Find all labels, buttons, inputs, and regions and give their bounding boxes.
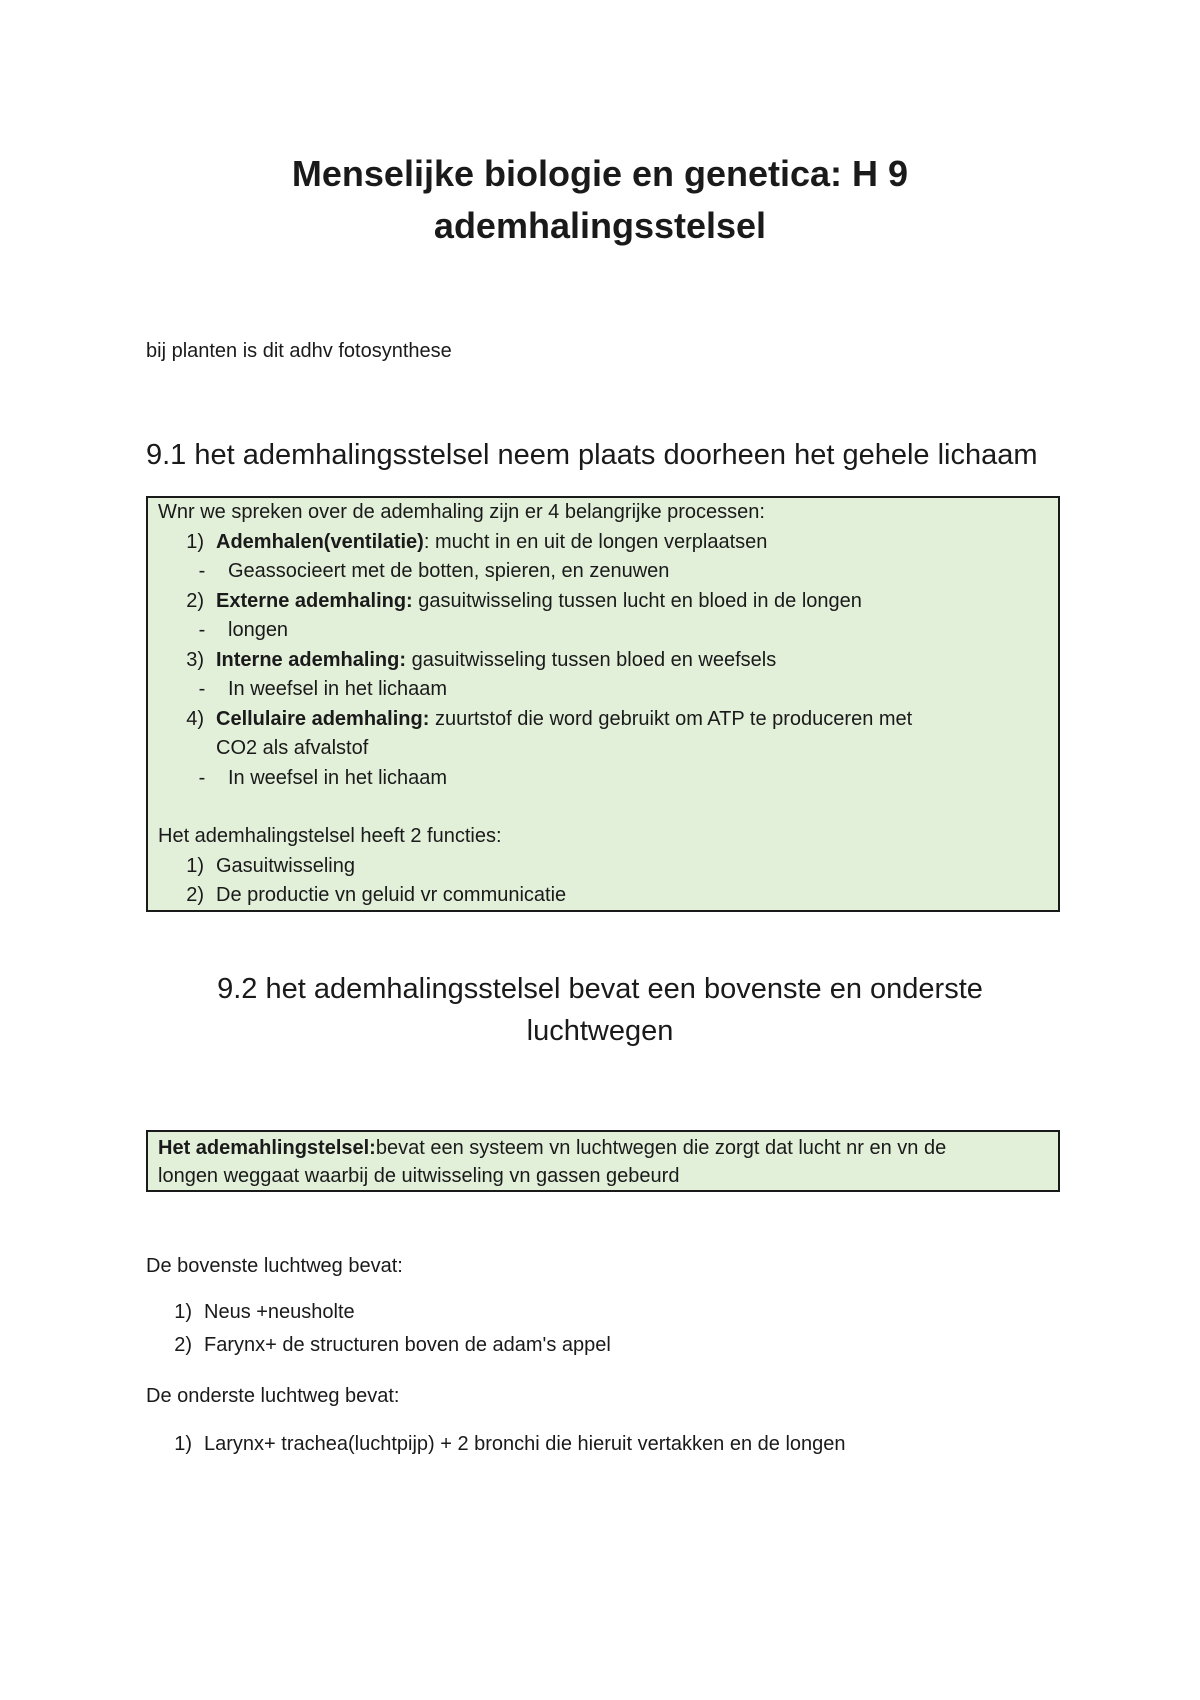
item-number: 1) — [186, 854, 204, 877]
item-number: 1) — [186, 530, 204, 553]
page-title-line2: ademhalingsstelsel — [433, 205, 767, 246]
page-title — [150, 148, 1050, 252]
processes-lead: Wnr we spreken over de ademhaling zijn er 4 belangrijke processen: — [158, 501, 765, 523]
item-term: Ademhalen(ventilatie) — [216, 530, 424, 553]
process-item — [158, 705, 1048, 735]
process-subitem — [158, 557, 1048, 587]
item-term: Externe ademhaling: — [216, 589, 413, 612]
lower-airway-list — [146, 1428, 846, 1461]
list-item-text: Farynx+ de structuren boven de adam's appel — [204, 1334, 611, 1356]
process-subitem — [158, 675, 1048, 705]
list-item-text: Neus +neusholte — [204, 1301, 355, 1323]
dash-bullet: - — [198, 619, 206, 641]
dash-bullet: - — [198, 560, 206, 582]
subitem-text: longen — [228, 619, 289, 641]
definition-box — [146, 1130, 1060, 1192]
item-number: 2) — [186, 884, 204, 906]
definition-text: bevat een systeem vn luchtwegen die zorgt dat lucht nr en vn de — [375, 1137, 947, 1159]
definition-text-line2: longen weggaat waarbij de uitwisseling vn gassen gebeurd — [158, 1165, 680, 1187]
intro-text: bij planten is dit adhv fotosynthese — [146, 340, 452, 362]
function-text: Gasuitwisseling — [216, 854, 355, 877]
list-item — [146, 1296, 611, 1329]
item-number: 3) — [186, 648, 204, 671]
function-text: De productie vn geluid vr communicatie — [216, 884, 567, 906]
item-term: Cellulaire ademhaling: — [216, 707, 430, 730]
subitem-text: In weefsel in het lichaam — [228, 766, 448, 789]
processes-box — [146, 496, 1060, 912]
upper-airway-list — [146, 1296, 611, 1362]
item-number: 1) — [174, 1301, 192, 1323]
dash-bullet: - — [198, 766, 206, 789]
section1-heading: 9.1 het ademhalingsstelsel neem plaats doorheen het gehele lichaam — [146, 439, 1038, 471]
item-number: 4) — [186, 707, 204, 730]
process-subitem — [158, 764, 1048, 794]
item-number: 2) — [174, 1334, 192, 1356]
item-description: : mucht in en uit de longen verplaatsen — [423, 530, 768, 553]
section2-heading — [150, 968, 1050, 1052]
process-item-continuation — [158, 734, 1048, 764]
section2-heading-line2: luchtwegen — [526, 1015, 674, 1047]
process-subitem — [158, 616, 1048, 646]
item-description: zuurtstof die word gebruikt om ATP te produceren met — [429, 707, 913, 730]
item-description-continued: CO2 als afvalstof — [216, 737, 369, 759]
definition-term: Het ademahlingstelsel: — [158, 1137, 376, 1159]
subitem-text: Geassocieert met de botten, spieren, en zenuwen — [228, 560, 670, 582]
dash-bullet: - — [198, 678, 206, 700]
process-item — [158, 528, 1048, 558]
item-term: Interne ademhaling: — [216, 648, 407, 671]
function-item — [158, 852, 1048, 882]
lower-airway-lead: De onderste luchtweg bevat: — [146, 1385, 400, 1407]
process-item — [158, 587, 1048, 617]
function-item — [158, 881, 1048, 911]
page-title-line1: Menselijke biologie en genetica: H 9 — [291, 153, 909, 194]
item-description: gasuitwisseling tussen lucht en bloed in de longen — [412, 589, 862, 612]
list-item-text: Larynx+ trachea(luchtpijp) + 2 bronchi die hieruit vertakken en de longen — [204, 1433, 846, 1455]
section2-heading-line1: 9.2 het ademhalingsstelsel bevat een bovenste en onderste — [217, 973, 983, 1005]
process-item — [158, 646, 1048, 676]
subitem-text: In weefsel in het lichaam — [228, 678, 448, 700]
item-number: 2) — [186, 589, 204, 612]
item-number: 1) — [174, 1433, 192, 1455]
item-description: gasuitwisseling tussen bloed en weefsels — [406, 648, 777, 671]
upper-airway-lead: De bovenste luchtweg bevat: — [146, 1255, 403, 1277]
functions-lead: Het ademhalingstelsel heeft 2 functies: — [158, 825, 502, 847]
list-item — [146, 1428, 846, 1461]
list-item — [146, 1329, 611, 1362]
